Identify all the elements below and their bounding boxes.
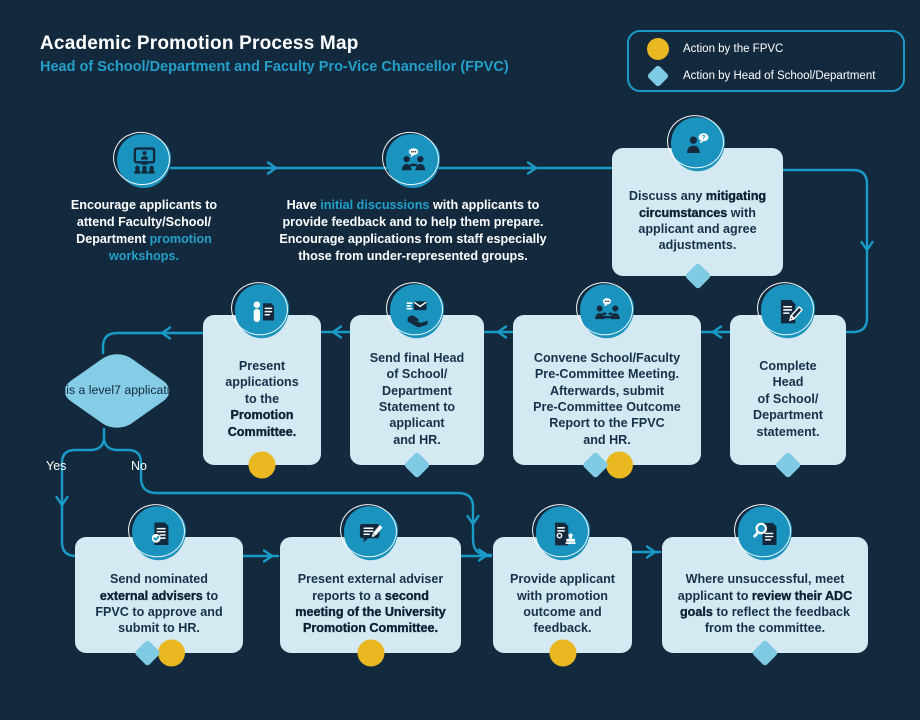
action-markers xyxy=(359,640,382,667)
text-segment: Report to the FPVC xyxy=(549,416,665,431)
text-segment: external advisers xyxy=(99,588,203,603)
legend-label: Action by Head of School/Department xyxy=(683,70,876,82)
text-segment: with applicants to xyxy=(429,198,540,212)
text-segment: provide feedback and to help them prepare. xyxy=(282,215,544,229)
node-text xyxy=(629,170,766,254)
text-segment: attend Faculty/School/ xyxy=(76,215,212,229)
text-segment: Where unsuccessful, meet xyxy=(685,572,845,587)
fpvc-action-circle-icon xyxy=(549,640,576,667)
action-markers xyxy=(583,452,631,479)
text-segment: circumstances xyxy=(639,205,728,220)
text-segment: Committee. xyxy=(227,424,297,439)
text-segment: outcome and xyxy=(523,605,602,619)
node-text xyxy=(71,197,217,265)
text-segment: feedback. xyxy=(533,621,592,636)
node-initial-discussions xyxy=(268,134,558,265)
node-review-adc-goals xyxy=(662,537,868,653)
text-segment: Department xyxy=(753,408,823,423)
text-segment: from the committee. xyxy=(704,621,826,636)
action-markers xyxy=(776,456,801,475)
text-segment: of School/ xyxy=(386,367,448,382)
head-of-school-action-diamond-icon xyxy=(684,263,711,290)
node-nominated-advisers xyxy=(75,537,243,653)
node-text xyxy=(95,553,222,637)
action-markers xyxy=(551,640,574,667)
fpvc-action-circle-icon xyxy=(606,452,633,479)
action-markers xyxy=(685,267,710,286)
node-text xyxy=(370,332,464,448)
text-segment: Complete xyxy=(759,358,817,373)
text-segment: Provide applicant xyxy=(510,572,615,587)
text-segment: Present external adviser xyxy=(297,572,444,587)
svg-text:?: ? xyxy=(701,133,706,141)
node-pre-committee-meeting xyxy=(513,315,701,465)
text-segment: Convene School/Faculty xyxy=(533,350,681,365)
text-segment: Encourage applications from staff especially xyxy=(279,232,547,246)
action-markers xyxy=(753,644,778,663)
text-segment: those from under-represented groups. xyxy=(298,249,528,263)
connector-present-to-decision xyxy=(103,333,203,353)
text-segment: Afterwards, submit xyxy=(549,383,665,398)
node-text xyxy=(533,332,681,448)
page-subtitle: Head of School/Department and Faculty Pro-Vice Chancellor (FPVC) xyxy=(40,59,509,75)
text-segment: mitigating xyxy=(705,189,767,204)
text-segment: second xyxy=(384,588,429,603)
fpvc-action-circle-icon xyxy=(158,640,185,667)
text-segment: Statement to xyxy=(378,400,456,414)
head-of-school-action-diamond-icon xyxy=(752,640,779,667)
action-markers xyxy=(135,640,183,667)
text-segment: to reflect the feedback xyxy=(712,605,851,619)
node-text xyxy=(510,553,615,637)
node-text xyxy=(225,340,298,440)
report-edit-icon xyxy=(344,506,398,560)
fpvc-action-circle-icon xyxy=(249,452,276,479)
text-segment: reports to a xyxy=(312,588,385,603)
action-markers xyxy=(405,456,430,475)
legend-label: Action by the FPVC xyxy=(683,43,784,55)
text-segment: and HR. xyxy=(393,432,441,447)
head-of-school-action-diamond-icon xyxy=(134,640,161,667)
node-send-final-statement xyxy=(350,315,484,465)
present-document-icon xyxy=(235,284,289,338)
text-segment: Is this a level xyxy=(43,383,115,398)
text-segment: Send final Head xyxy=(369,350,465,365)
question-person-icon xyxy=(671,117,725,171)
meeting-icon xyxy=(580,284,634,338)
node-complete-statement xyxy=(730,315,846,465)
workshop-presentation-icon xyxy=(117,134,171,188)
branch-label-no: No xyxy=(131,459,147,473)
text-segment: goals xyxy=(679,605,713,619)
text-segment: review their ADC xyxy=(751,588,853,603)
fpvc-action-circle-icon xyxy=(357,640,384,667)
text-segment: Send nominated xyxy=(110,572,208,587)
node-text xyxy=(678,553,853,637)
text-segment: statement. xyxy=(756,424,820,439)
approved-document-icon xyxy=(132,506,186,560)
text-segment: applicant to xyxy=(677,588,752,603)
text-segment: Pre-Committee Outcome xyxy=(533,400,681,414)
action-markers xyxy=(251,452,274,479)
node-text xyxy=(279,197,546,265)
node-mitigating-circumstances xyxy=(612,133,783,276)
text-segment: Pre-Committee Meeting. xyxy=(534,367,680,382)
statement-edit-icon xyxy=(761,284,815,338)
node-present-applications xyxy=(203,315,321,465)
node-text xyxy=(295,553,445,637)
node-workshops xyxy=(38,134,250,265)
text-segment: Head xyxy=(772,375,804,390)
text-segment: workshops. xyxy=(109,249,179,263)
text-segment: Present xyxy=(238,358,286,373)
text-segment: applicant xyxy=(389,416,445,431)
text-segment: FPVC to approve and xyxy=(95,605,223,619)
text-segment: Promotion Committee. xyxy=(302,621,439,636)
node-text xyxy=(753,340,823,440)
send-envelope-icon xyxy=(390,284,444,338)
page-title: Academic Promotion Process Map xyxy=(40,33,359,54)
decision-question xyxy=(43,352,190,430)
text-segment: Department xyxy=(382,383,452,398)
text-segment: applications xyxy=(225,375,299,390)
text-segment: of School/ xyxy=(757,391,819,406)
text-segment: meeting of the University xyxy=(295,605,446,619)
node-promotion-outcome xyxy=(493,537,632,653)
text-segment: 7 application? xyxy=(114,383,190,398)
review-magnifier-icon xyxy=(738,506,792,560)
text-segment: and HR. xyxy=(583,432,631,447)
node-adviser-reports xyxy=(280,537,461,653)
text-segment: to the xyxy=(244,391,280,406)
head-of-school-action-diamond-icon xyxy=(404,452,431,479)
text-segment: Promotion xyxy=(230,408,294,423)
text-segment: initial discussions xyxy=(320,198,430,212)
text-segment: adjustments. xyxy=(658,238,737,253)
text-segment: to xyxy=(202,588,219,603)
text-segment: with xyxy=(727,205,756,220)
head-of-school-action-diamond-icon xyxy=(582,452,609,479)
text-segment: Discuss any xyxy=(628,189,706,204)
text-segment: Department xyxy=(76,232,150,246)
text-segment: submit to HR. xyxy=(118,621,200,636)
branch-label-yes: Yes xyxy=(46,459,67,473)
discussion-icon xyxy=(386,134,440,188)
text-segment: applicant and agree xyxy=(638,222,757,236)
head-of-school-action-diamond-icon xyxy=(775,452,802,479)
text-segment: Encourage applicants to xyxy=(70,198,218,212)
text-segment: with promotion xyxy=(517,588,608,603)
text-segment: promotion xyxy=(149,232,212,246)
text-segment: Have xyxy=(286,198,321,212)
decision-level-7 xyxy=(43,352,190,430)
outcome-stamp-icon xyxy=(536,506,590,560)
